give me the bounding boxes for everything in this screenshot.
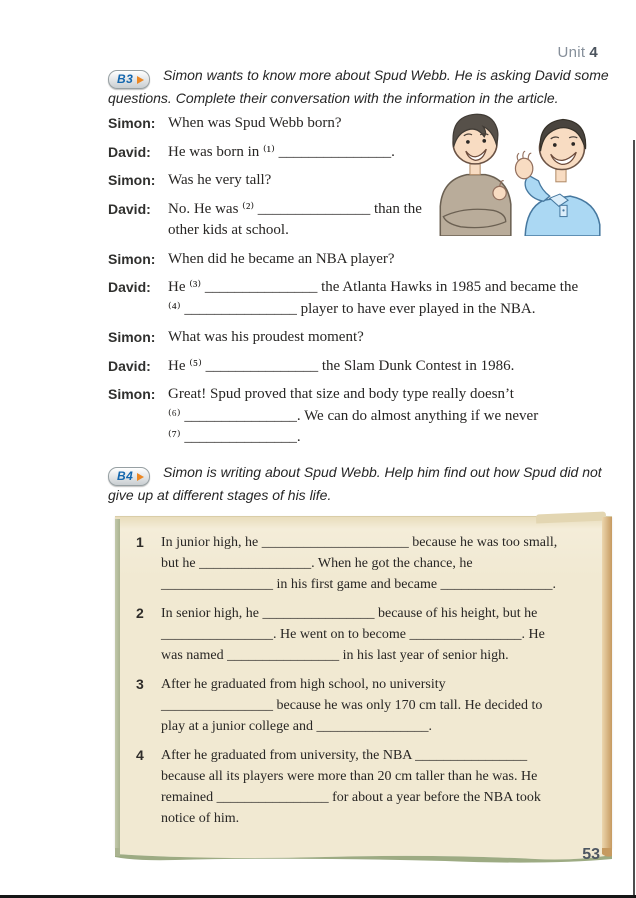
two-boys-talking-illustration: [430, 100, 606, 236]
page-right-edge: [633, 140, 635, 895]
notepad-paper: [115, 516, 612, 848]
dialogue-line: ⁽⁴⁾ _______________ player to have ever played in the NBA.: [168, 300, 536, 317]
item-lines: [161, 674, 586, 737]
dialogue-line: Was he very tall?: [168, 172, 272, 188]
dialogue-row: [108, 327, 613, 349]
dialogue-lines: [168, 249, 613, 271]
item-line: In junior high, he _____________________ because he was too small,: [161, 535, 558, 550]
exercise-b4-instruction-text: Simon is writing about Spud Webb. Help him find out how Spud did not give up at different stages of his life.: [108, 464, 602, 504]
speaker-label: David:: [108, 143, 151, 160]
dialogue-line: What was his proudest moment?: [168, 329, 364, 345]
item-line: was named ________________ in his last year of senior high.: [161, 648, 509, 663]
notepad-item: [136, 603, 586, 666]
item-lines: [161, 745, 586, 829]
dialogue-line: ⁽⁶⁾ _______________. We can do almost anything if we never: [168, 407, 539, 424]
item-number: 1: [136, 534, 144, 550]
dialogue-lines: [168, 327, 613, 349]
page-number: 53: [582, 846, 600, 863]
speaker-label: David:: [108, 279, 151, 295]
dialogue-lines: [168, 356, 613, 378]
item-line: ________________. He went on to become ________________. He: [161, 627, 545, 642]
item-number: 4: [136, 747, 144, 763]
dialogue-line: He ⁽⁵⁾ _______________ the Slam Dunk Contest in 1986.: [168, 357, 515, 374]
unit-number: 4: [589, 44, 598, 61]
notepad: [115, 516, 612, 848]
play-icon: [137, 473, 144, 481]
exercise-b4-badge: [108, 467, 150, 486]
dialogue-lines: [168, 277, 613, 320]
unit-label: Unit: [557, 44, 586, 61]
item-line: After he graduated from university, the NBA ________________: [161, 748, 528, 763]
dialogue-row: [108, 384, 613, 449]
item-line: notice of him.: [161, 811, 240, 826]
item-line: In senior high, he ________________ because of his height, but he: [161, 606, 538, 621]
unit-header: [557, 44, 598, 61]
item-lines: [161, 532, 586, 595]
item-line: remained ________________ for about a year before the NBA took: [161, 790, 541, 805]
left-boy: [440, 114, 511, 236]
item-number: 2: [136, 605, 144, 621]
notepad-top-fold: [536, 511, 606, 523]
dialogue-line: other kids at school.: [168, 222, 289, 238]
dialogue-line: No. He was ⁽²⁾ _______________ than the: [168, 200, 422, 217]
dialogue-line: When was Spud Webb born?: [168, 115, 342, 131]
notepad-curl-edge: [115, 848, 612, 864]
item-lines: [161, 603, 586, 666]
dialogue-row: [108, 356, 613, 378]
speaker-label: Simon:: [108, 115, 156, 131]
notepad-item: [136, 674, 586, 737]
item-line: because all its players were more than 20 cm taller than he was. He: [161, 769, 538, 784]
item-line: ________________ because he was only 170 cm tall. He decided to: [161, 698, 543, 713]
exercise-b3-badge: [108, 70, 150, 89]
exercise-b4-instructions: [108, 463, 613, 506]
dialogue-line: ⁽⁷⁾ _______________.: [168, 429, 301, 445]
speaker-label: Simon:: [108, 386, 156, 402]
item-line: but he ________________. When he got the chance, he: [161, 556, 473, 571]
exercise-b3-badge-label: B3: [117, 72, 134, 86]
dialogue-line: When did he became an NBA player?: [168, 250, 395, 267]
speaker-label: David:: [108, 357, 151, 374]
item-number: 3: [136, 676, 144, 692]
dialogue-lines: [168, 384, 613, 449]
item-line: After he graduated from high school, no university: [161, 677, 446, 692]
exercise-b4-badge-label: B4: [117, 469, 134, 483]
play-icon: [137, 76, 144, 84]
item-line: play at a junior college and ________________.: [161, 719, 432, 734]
notepad-item: [136, 745, 586, 829]
dialogue-row: [108, 277, 613, 320]
speaker-label: David:: [108, 200, 151, 217]
speaker-label: Simon:: [108, 250, 156, 267]
dialogue-line: He ⁽³⁾ _______________ the Atlanta Hawks in 1985 and became the: [168, 279, 579, 295]
speaker-label: Simon:: [108, 329, 156, 345]
item-line: ________________ in his first game and became ________________.: [161, 577, 557, 592]
right-boy: [515, 119, 599, 236]
notepad-left-strip: [115, 519, 120, 848]
dialogue-line: Great! Spud proved that size and body type really doesn’t: [168, 386, 514, 402]
dialogue-line: He was born in ⁽¹⁾ _______________.: [168, 143, 395, 160]
notepad-item: [136, 532, 586, 595]
dialogue-row: [108, 249, 613, 271]
notepad-right-strip: [602, 517, 612, 848]
speaker-label: Simon:: [108, 172, 156, 188]
exercise-b3-instruction-text: Simon wants to know more about Spud Webb. He is asking David some questions. Complete their conversation with the information in the article.: [108, 67, 609, 107]
